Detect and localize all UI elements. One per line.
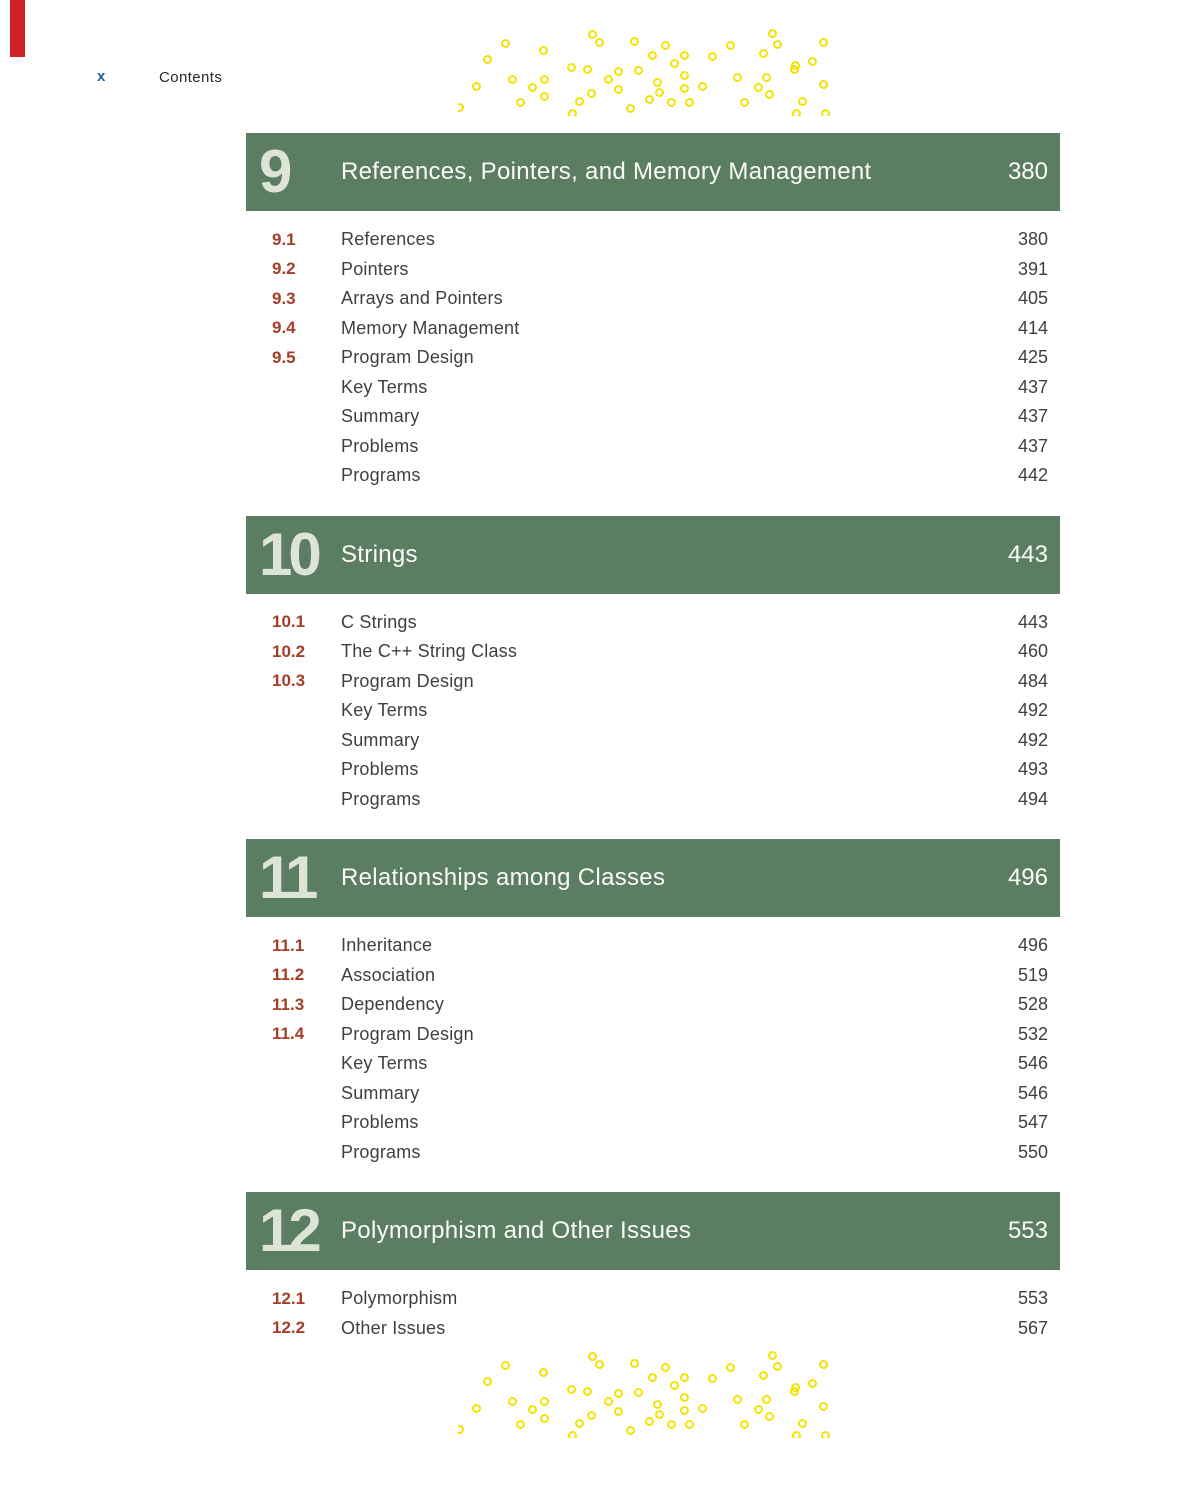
section-number: 11.2 [272,965,305,985]
section-title: Programs [341,788,421,809]
section-page-number: 553 [1017,1288,1048,1309]
chapter-header-bar [246,516,1060,594]
toc-entry-row [246,1314,1060,1344]
section-title: Arrays and Pointers [341,288,503,309]
chapter-number: 12 [259,1197,318,1264]
section-title: Summary [341,1082,420,1103]
confetti-dot-icon [762,73,771,82]
chapter-block [246,839,1060,1167]
confetti-dot-icon [667,1420,676,1429]
section-title: Pointers [341,258,409,279]
toc-entry-row [246,343,1060,373]
confetti-dot-icon [698,1404,707,1413]
confetti-dot-icon [604,75,613,84]
table-of-contents [246,133,1060,1368]
section-number: 10.1 [272,612,306,632]
toc-entry-row [246,461,1060,491]
toc-entry-row [246,755,1060,785]
confetti-dot-icon [798,97,807,106]
chapter-number: 9 [259,138,289,205]
confetti-dot-icon [583,65,592,74]
confetti-dot-icon [819,38,828,47]
section-page-number: 519 [1017,964,1048,985]
confetti-dot-icon [626,1426,635,1435]
confetti-dot-icon [587,1411,596,1420]
confetti-dot-icon [680,84,689,93]
confetti-dot-icon [516,98,525,107]
confetti-dot-icon [539,1368,548,1377]
section-title: Programs [341,465,421,486]
confetti-dot-icon [808,57,817,66]
section-number: 11.4 [272,1024,305,1044]
confetti-dot-icon [821,1431,830,1438]
confetti-dot-icon [765,1412,774,1421]
confetti-dot-icon [567,1385,576,1394]
confetti-dot-icon [626,104,635,113]
confetti-dot-icon [588,30,597,39]
confetti-dot-icon [614,67,623,76]
confetti-dot-icon [680,1406,689,1415]
section-page-number: 484 [1017,670,1048,691]
section-title: Summary [341,729,420,750]
confetti-dot-icon [790,1387,799,1396]
confetti-dot-icon [765,90,774,99]
confetti-dot-icon [540,75,549,84]
toc-entry-row [246,432,1060,462]
confetti-dot-icon [634,1388,643,1397]
section-title: Programs [341,1141,421,1162]
section-page-number: 567 [1017,1317,1048,1338]
confetti-dot-icon [501,39,510,48]
confetti-dot-icon [568,109,577,116]
confetti-dot-icon [614,1389,623,1398]
confetti-dot-icon [539,46,548,55]
chapter-title: Relationships among Classes [341,864,666,891]
confetti-dot-icon [568,1431,577,1438]
confetti-dot-icon [821,109,830,116]
section-number: 11.3 [272,994,305,1014]
confetti-dot-icon [483,55,492,64]
confetti-dot-icon [698,82,707,91]
confetti-dot-icon [680,1373,689,1382]
section-number: 9.2 [272,259,296,279]
confetti-dot-icon [595,38,604,47]
confetti-dot-icon [645,95,654,104]
section-title: References [341,229,436,250]
confetti-dot-icon [680,51,689,60]
section-page-number: 494 [1017,788,1048,809]
section-title: Polymorphism [341,1288,458,1309]
confetti-dot-icon [540,1414,549,1423]
section-title: Key Terms [341,1053,428,1074]
confetti-dot-icon [790,65,799,74]
page-edge-red-tab [10,0,25,57]
section-page-number: 443 [1017,611,1048,632]
confetti-dot-icon [655,1410,664,1419]
toc-entry-row [246,696,1060,726]
section-number: 9.3 [272,288,296,308]
confetti-dot-icon [680,1393,689,1402]
confetti-dot-icon [458,1425,464,1434]
confetti-dot-icon [528,83,537,92]
confetti-dot-icon [630,37,639,46]
section-title: The C++ String Class [341,641,518,662]
confetti-dot-icon [708,1374,717,1383]
confetti-dot-icon [648,51,657,60]
toc-entry-row [246,785,1060,815]
section-page-number: 442 [1017,465,1048,486]
confetti-dot-icon [648,1373,657,1382]
toc-entry-row [246,931,1060,961]
section-page-number: 437 [1017,406,1048,427]
chapter-section-list [246,1284,1060,1343]
chapter-title: References, Pointers, and Memory Management [341,158,872,185]
confetti-dot-icon [516,1420,525,1429]
chapter-block [246,1192,1060,1343]
confetti-dot-icon [792,109,801,116]
confetti-dot-icon [670,1381,679,1390]
confetti-dot-icon [567,63,576,72]
section-title: Program Design [341,670,474,691]
section-number: 12.2 [272,1318,306,1338]
confetti-dot-icon [653,78,662,87]
section-page-number: 546 [1017,1053,1048,1074]
confetti-dot-icon [540,1397,549,1406]
toc-entry-row [246,314,1060,344]
toc-entry-row [246,284,1060,314]
section-page-number: 437 [1017,376,1048,397]
confetti-dot-icon [670,59,679,68]
confetti-dot-icon [472,1404,481,1413]
toc-entry-row [246,1284,1060,1314]
chapter-page-number: 496 [1007,864,1048,891]
confetti-dot-icon [819,80,828,89]
toc-entry-row [246,637,1060,667]
toc-entry-row [246,373,1060,403]
confetti-dot-icon [808,1379,817,1388]
section-title: Other Issues [341,1317,446,1338]
confetti-dot-icon [540,92,549,101]
section-number: 11.1 [272,935,305,955]
toc-entry-row [246,1079,1060,1109]
chapter-number: 11 [259,844,315,911]
chapter-header-bar [246,839,1060,917]
section-title: Key Terms [341,376,428,397]
confetti-dot-icon [575,1419,584,1428]
confetti-dot-icon [792,1431,801,1438]
toc-entry-row [246,990,1060,1020]
section-number: 10.2 [272,641,306,661]
section-page-number: 380 [1017,229,1048,250]
confetti-dot-icon [759,1371,768,1380]
chapter-section-list [246,225,1060,491]
confetti-dot-icon [653,1400,662,1409]
section-page-number: 492 [1017,729,1048,750]
section-title: Program Design [341,1023,474,1044]
chapter-section-list [246,608,1060,815]
confetti-dot-icon [685,1420,694,1429]
confetti-dot-icon [773,40,782,49]
section-title: Summary [341,406,420,427]
toc-entry-row [246,961,1060,991]
toc-entry-row [246,726,1060,756]
confetti-dot-icon [759,49,768,58]
section-number: 12.1 [272,1288,306,1308]
confetti-dot-icon [680,71,689,80]
section-title: C Strings [341,611,417,632]
toc-entry-row [246,1108,1060,1138]
section-number: 9.1 [272,229,296,249]
toc-entry-row [246,225,1060,255]
section-page-number: 391 [1017,258,1048,279]
section-title: Association [341,964,436,985]
confetti-dot-icon [614,85,623,94]
confetti-dot-icon [768,29,777,38]
confetti-dot-icon [754,1405,763,1414]
section-page-number: 547 [1017,1112,1048,1133]
confetti-dot-icon [483,1377,492,1386]
chapter-section-list [246,931,1060,1167]
confetti-dot-icon [655,88,664,97]
confetti-dot-icon [667,98,676,107]
toc-entry-row [246,1020,1060,1050]
section-page-number: 546 [1017,1082,1048,1103]
section-page-number: 550 [1017,1141,1048,1162]
toc-entry-row [246,608,1060,638]
confetti-dot-icon [708,52,717,61]
confetti-dot-icon [819,1402,828,1411]
chapter-page-number: 443 [1007,540,1048,568]
section-title: Problems [341,759,419,780]
section-number: 9.4 [272,318,296,338]
chapter-number: 10 [259,520,318,588]
confetti-dot-icon [614,1407,623,1416]
chapter-title: Strings [341,540,418,568]
confetti-dot-icon [740,1420,749,1429]
section-page-number: 414 [1017,317,1048,338]
section-page-number: 532 [1017,1023,1048,1044]
toc-entry-row [246,255,1060,285]
confetti-dot-icon [726,41,735,50]
chapter-header-bar [246,1192,1060,1270]
confetti-dot-icon [762,1395,771,1404]
confetti-dot-icon [661,41,670,50]
chapter-title: Polymorphism and Other Issues [341,1217,692,1244]
toc-entry-row [246,1138,1060,1168]
section-page-number: 528 [1017,994,1048,1015]
chapter-block [246,133,1060,491]
section-number: 9.5 [272,347,296,367]
section-number: 10.3 [272,671,306,691]
confetti-dot-icon [508,1397,517,1406]
section-title: Memory Management [341,317,520,338]
confetti-dot-icon [733,1395,742,1404]
section-page-number: 425 [1017,347,1048,368]
confetti-dot-icon [575,97,584,106]
chapter-page-number: 553 [1007,1217,1048,1244]
confetti-dot-icon [587,89,596,98]
confetti-dot-icon [754,83,763,92]
running-head-title: Contents [159,69,223,86]
confetti-dot-icon [458,103,464,112]
section-title: Dependency [341,994,445,1015]
toc-entry-row [246,667,1060,697]
confetti-dot-icon [604,1397,613,1406]
section-page-number: 493 [1017,759,1048,780]
section-title: Problems [341,1112,419,1133]
section-title: Key Terms [341,700,428,721]
toc-entry-row [246,1049,1060,1079]
confetti-dot-icon [733,73,742,82]
section-title: Inheritance [341,935,433,956]
chapter-header-bar [246,133,1060,211]
confetti-dot-icon [645,1417,654,1426]
section-page-number: 405 [1017,288,1048,309]
section-page-number: 492 [1017,700,1048,721]
confetti-dot-icon [740,98,749,107]
confetti-band-top [458,28,836,116]
page-folio: x [97,68,106,85]
section-title: Problems [341,435,419,456]
confetti-dot-icon [528,1405,537,1414]
confetti-dot-icon [583,1387,592,1396]
section-page-number: 496 [1017,935,1048,956]
section-title: Program Design [341,347,474,368]
confetti-dot-icon [634,66,643,75]
confetti-dot-icon [798,1419,807,1428]
section-page-number: 460 [1017,641,1048,662]
toc-entry-row [246,402,1060,432]
chapter-page-number: 380 [1007,158,1048,185]
confetti-dot-icon [508,75,517,84]
confetti-dot-icon [685,98,694,107]
confetti-dot-icon [472,82,481,91]
section-page-number: 437 [1017,435,1048,456]
chapter-block [246,516,1060,815]
